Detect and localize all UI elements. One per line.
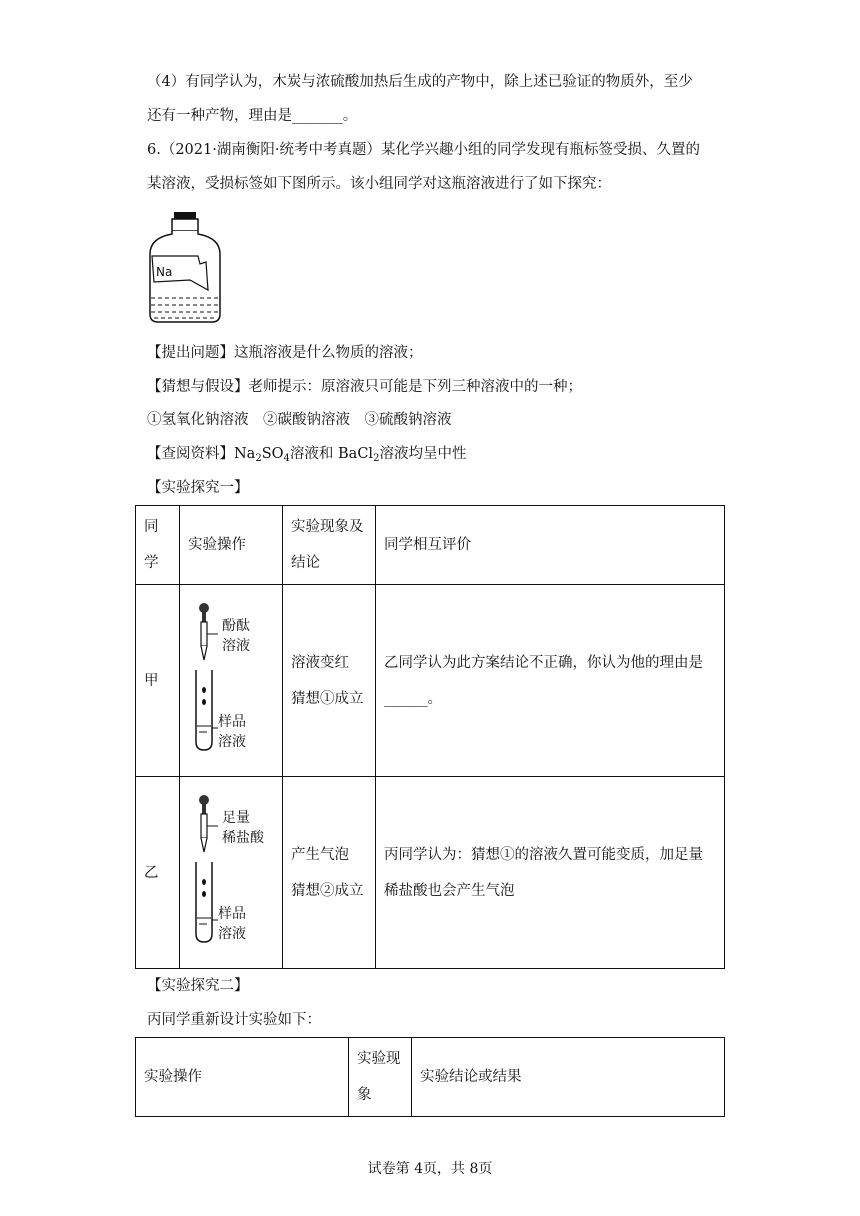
row1-student: 甲	[136, 585, 180, 777]
dropper-tube-figure	[188, 594, 274, 754]
q4-line2: 还有一种产物，理由是_______。	[147, 108, 358, 124]
row2-evaluation: 丙同学认为：猜想①的溶液久置可能变质，加足量 稀盐酸也会产生气泡	[376, 777, 725, 969]
section-options: ①氢氧化钠溶液 ②碳酸钠溶液 ③硫酸钠溶液	[147, 412, 452, 428]
q6-line2: 某溶液，受损标签如下图所示。该小组同学对这瓶溶液进行了如下探究：	[147, 176, 611, 192]
header-operation: 实验操作	[180, 506, 283, 585]
row2-phenomenon: 产生气泡 猜想②成立	[283, 777, 376, 969]
row2-sample-top: 样品	[218, 905, 246, 922]
bottle-label: Na	[156, 265, 173, 279]
table-row	[136, 585, 725, 777]
row1-phenomenon: 溶液变红 猜想①成立	[283, 585, 376, 777]
section-explore2: 【实验探究二】	[147, 978, 249, 994]
section-redesign: 丙同学重新设计实验如下：	[147, 1012, 321, 1028]
page-footer: 试卷第 4页，共 8页	[367, 1161, 493, 1177]
q6-line1: 6.（2021·湖南衡阳·统考中考真题）某化学兴趣小组的同学发现有瓶标签受损、久置的	[147, 142, 700, 158]
row2-sample-bottom: 溶液	[218, 925, 246, 942]
row2-reagent-bottom: 稀盐酸	[222, 829, 264, 846]
header-phenomenon: 实验现象及 结论	[283, 506, 376, 585]
t2-header-operation: 实验操作	[136, 1038, 349, 1117]
section-explore1: 【实验探究一】	[147, 480, 249, 496]
table-header-row	[136, 1038, 725, 1117]
header-evaluation: 同学相互评价	[376, 506, 725, 585]
row1-sample-top: 样品	[218, 713, 246, 730]
experiment-table-1	[135, 505, 725, 969]
section-question: 【提出问题】这瓶溶液是什么物质的溶液；	[147, 345, 423, 361]
section-hypothesis: 【猜想与假设】老师提示：原溶液只可能是下列三种溶液中的一种；	[147, 379, 582, 395]
t2-header-result: 实验结论或结果	[412, 1038, 725, 1117]
row1-reagent-top: 酚酞	[222, 617, 250, 634]
row1-operation	[180, 585, 283, 777]
section-reference: 【查阅资料】$Na_2SO_4$溶液和 BaCl$_2$溶液均呈中性	[147, 446, 467, 464]
q4-line1: （4）有同学认为，木炭与浓硫酸加热后生成的产物中，除上述已验证的物质外，至少	[147, 74, 693, 90]
row1-sample-bottom: 溶液	[218, 733, 246, 750]
row1-evaluation: 乙同学认为此方案结论不正确，你认为他的理由是 ______。	[376, 585, 725, 777]
table-row	[136, 777, 725, 969]
row2-student: 乙	[136, 777, 180, 969]
row1-reagent-bottom: 溶液	[222, 637, 250, 654]
header-student: 同 学	[136, 506, 180, 585]
row2-reagent-top: 足量	[222, 809, 250, 826]
dropper-tube-figure	[188, 786, 274, 946]
experiment-table-2	[135, 1037, 725, 1117]
t2-header-phenomenon: 实验现 象	[349, 1038, 412, 1117]
table-header-row	[136, 506, 725, 585]
row2-operation	[180, 777, 283, 969]
reagent-bottle-figure	[146, 210, 222, 326]
